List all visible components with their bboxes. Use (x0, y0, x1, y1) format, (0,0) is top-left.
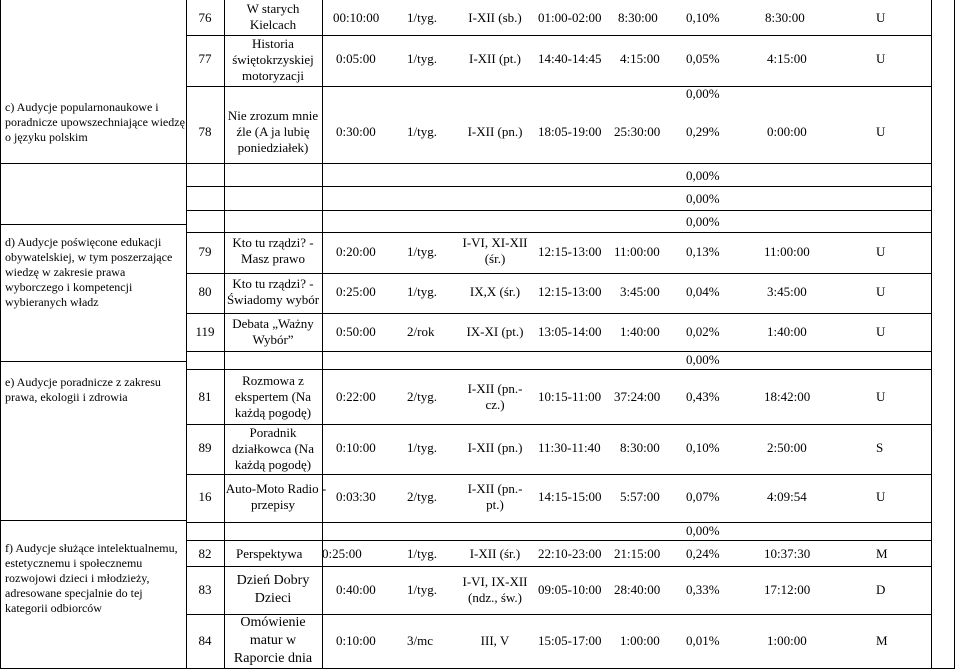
row-percent: 0,05% (686, 51, 720, 66)
row-frequency: 1/tyg. (407, 124, 437, 139)
row-months: I-XII (sb.) (468, 10, 522, 25)
row-months-line: cz.) (485, 397, 505, 412)
row-title-line: źle (A ja lubię (236, 124, 310, 139)
row-frequency: 1/tyg. (407, 440, 437, 455)
row-premiere: 2:50:00 (767, 440, 807, 455)
row-title-line: Kielcach (249, 17, 297, 32)
row-frequency: 1/tyg. (407, 10, 437, 25)
row-duration: 0:40:00 (336, 582, 376, 597)
row-frequency: 1/tyg. (407, 546, 437, 561)
row-premiere: 11:00:00 (764, 244, 810, 259)
row-hours: 15:05-17:00 (538, 633, 602, 648)
row-number: 89 (198, 440, 212, 455)
row-premiere: 4:15:00 (767, 51, 807, 66)
row-total: 5:57:00 (620, 489, 660, 504)
row-percent: 0,24% (686, 546, 720, 561)
row-frequency: 1/tyg. (407, 51, 437, 66)
row-title-line: Historia (252, 36, 294, 51)
row-duration: 0:25:00 (322, 546, 362, 561)
row-number: 83 (198, 582, 212, 597)
row-title-line: poniedziałek) (237, 140, 309, 155)
row-percent: 0,10% (686, 440, 720, 455)
row-hours: 14:15-15:00 (538, 489, 602, 504)
row-kind: U (876, 324, 886, 339)
row-frequency: 2/rok (407, 324, 435, 339)
row-hours: 22:10-23:00 (538, 546, 602, 561)
row-duration: 0:20:00 (336, 244, 376, 259)
row-months-line: (ndz., św.) (467, 590, 523, 605)
row-hours: 13:05-14:00 (538, 324, 602, 339)
row-duration: 0:10:00 (336, 440, 376, 455)
category-f: f) Audycje służące intelektualnemu, estetycznemu i społecznemu rozwojowi dzieci i młodzieży, adresowane specjalnie do tej kategorii odbiorców (5, 541, 178, 615)
row-percent: 0,02% (686, 324, 720, 339)
row-title-line: Masz prawo (241, 251, 305, 266)
row-kind: U (876, 489, 886, 504)
subtotal-c: 0,00% (686, 86, 720, 101)
row-number: 119 (195, 324, 215, 339)
row-hours: 10:15-11:00 (538, 389, 602, 404)
row-title-line: Poradnik (249, 425, 297, 440)
row-number: 84 (198, 633, 212, 648)
row-total: 8:30:00 (618, 10, 658, 25)
row-total: 3:45:00 (620, 284, 660, 299)
row-title-line: W starych (246, 1, 300, 16)
row-number: 81 (198, 389, 212, 404)
row-title-line: Dzień Dobry (236, 573, 310, 588)
row-title-line: Omówienie (240, 615, 306, 630)
row-number: 76 (198, 10, 212, 25)
row-title-line: Kto tu rządzi? - (232, 276, 314, 291)
row-title-line: każdą pogodę) (234, 457, 312, 472)
row-kind: U (876, 284, 886, 299)
row-duration: 0:50:00 (336, 324, 376, 339)
row-duration: 0:30:00 (336, 124, 376, 139)
row-total: 21:15:00 (614, 546, 661, 561)
row-title-line: motoryzacji (241, 68, 305, 83)
row-number: 77 (198, 51, 212, 66)
row-total: 25:30:00 (614, 124, 661, 139)
row-percent: 0,07% (686, 489, 720, 504)
row-number: 82 (198, 546, 212, 561)
row-total: 8:30:00 (620, 440, 660, 455)
row-total: 1:00:00 (620, 633, 660, 648)
row-duration: 0:05:00 (336, 51, 376, 66)
row-premiere: 10:37:30 (764, 546, 811, 561)
row-title-line: Świadomy wybór (226, 292, 320, 307)
row-total: 37:24:00 (614, 389, 661, 404)
row-months: I-XII (śr.) (469, 546, 521, 561)
row-title-line: ekspertem (Na (234, 389, 312, 404)
row-percent: 0,13% (686, 244, 720, 259)
row-frequency: 2/tyg. (407, 489, 437, 504)
row-hours: 18:05-19:00 (538, 124, 602, 139)
row-kind: S (876, 440, 884, 455)
row-months-line: I-XII (pn.- (467, 381, 523, 396)
row-premiere: 3:45:00 (767, 284, 807, 299)
row-kind: U (876, 124, 886, 139)
row-months-line: I-VI, XI-XII (462, 235, 528, 250)
row-title-line: Wybór” (252, 332, 294, 347)
row-frequency: 3/mc (407, 633, 433, 648)
row-kind: U (876, 10, 886, 25)
row-total: 11:00:00 (614, 244, 660, 259)
row-frequency: 1/tyg. (407, 582, 437, 597)
row-percent: 0,01% (686, 633, 720, 648)
row-percent: 0,04% (686, 284, 720, 299)
row-months: I-XII (pt.) (469, 51, 521, 66)
category-c: c) Audycje popularnonaukowe i poradnicze upowszechniające wiedzę o języku polskim (5, 100, 185, 144)
row-total: 1:40:00 (620, 324, 660, 339)
row-kind: U (876, 389, 886, 404)
row-months: IX-XI (pt.) (466, 324, 524, 339)
row-premiere: 1:40:00 (767, 324, 807, 339)
row-title-line: Kto tu rządzi? - (232, 235, 314, 250)
row-title-line: Auto-Moto Radio - (225, 481, 327, 496)
row-duration: 0:25:00 (336, 284, 376, 299)
row-duration: 0:22:00 (336, 389, 376, 404)
row-premiere: 1:00:00 (767, 633, 807, 648)
row-months: III, V (480, 633, 510, 648)
row-premiere: 8:30:00 (765, 10, 805, 25)
row-hours: 12:15-13:00 (538, 244, 602, 259)
row-kind: D (876, 582, 886, 597)
row-title-line: działkowca (Na (232, 441, 314, 456)
row-title-line: świętokrzyskiej (232, 52, 314, 67)
row-premiere: 4:09:54 (767, 489, 807, 504)
row-total: 4:15:00 (620, 51, 660, 66)
row-duration: 0:10:00 (336, 633, 376, 648)
row-months: I-XII (pn.) (467, 440, 523, 455)
row-title-line: przepisy (250, 497, 296, 512)
row-title-line: Raporcie dnia (233, 651, 313, 666)
row-number: 78 (198, 124, 212, 139)
row-title-line: Perspektywa (236, 546, 303, 561)
row-months: I-XII (pn.) (467, 124, 523, 139)
row-duration: 00:10:00 (333, 10, 380, 25)
row-hours: 12:15-13:00 (538, 284, 602, 299)
row-months-line: I-XII (pn.- (467, 481, 523, 496)
row-number: 79 (198, 244, 212, 259)
row-frequency: 1/tyg. (407, 284, 437, 299)
category-e: e) Audycje poradnicze z zakresu prawa, ekologii i zdrowia (5, 375, 161, 404)
row-frequency: 2/tyg. (407, 389, 437, 404)
row-title-line: matur w (249, 633, 297, 648)
row-hours: 14:40-14:45 (538, 51, 602, 66)
subtotal-d-top: 0,00% (686, 191, 720, 206)
subtotal-f: 0,00% (686, 523, 720, 538)
row-kind: U (876, 244, 886, 259)
row-title-line: Nie zrozum mnie (227, 108, 319, 123)
row-title-line: Dzieci (254, 591, 292, 606)
row-percent: 0,10% (686, 10, 720, 25)
row-months: IX,X (śr.) (469, 284, 521, 299)
row-title-line: każdą pogodę) (234, 405, 312, 420)
subtotal-e: 0,00% (686, 352, 720, 367)
row-number: 16 (198, 489, 212, 504)
subtotal-d-top2: 0,00% (686, 214, 720, 229)
row-title-line: Debata „Ważny (232, 316, 314, 331)
row-kind: M (876, 546, 888, 561)
row-premiere: 0:00:00 (767, 124, 807, 139)
row-premiere: 18:42:00 (764, 389, 811, 404)
row-months-line: (śr.) (484, 251, 506, 266)
category-d: d) Audycje poświęcone edukacji obywatelskiej, w tym poszerzające wiedzę w zakresie prawa wyborczego i kompetencji wybieranych władz (5, 235, 173, 309)
row-percent: 0,33% (686, 582, 720, 597)
row-hours: 11:30-11:40 (538, 440, 601, 455)
row-hours: 09:05-10:00 (538, 582, 602, 597)
row-kind: U (876, 51, 886, 66)
row-percent: 0,43% (686, 389, 720, 404)
row-frequency: 1/tyg. (407, 244, 437, 259)
row-hours: 01:00-02:00 (538, 10, 602, 25)
subtotal-c2: 0,00% (686, 168, 720, 183)
row-months-line: I-VI, IX-XII (462, 574, 528, 589)
row-duration: 0:03:30 (336, 489, 376, 504)
row-months-line: pt.) (486, 497, 504, 512)
row-percent: 0,29% (686, 124, 720, 139)
row-premiere: 17:12:00 (764, 582, 811, 597)
row-total: 28:40:00 (614, 582, 661, 597)
row-title-line: Rozmowa z (242, 373, 304, 388)
row-kind: M (876, 633, 888, 648)
row-number: 80 (198, 284, 212, 299)
